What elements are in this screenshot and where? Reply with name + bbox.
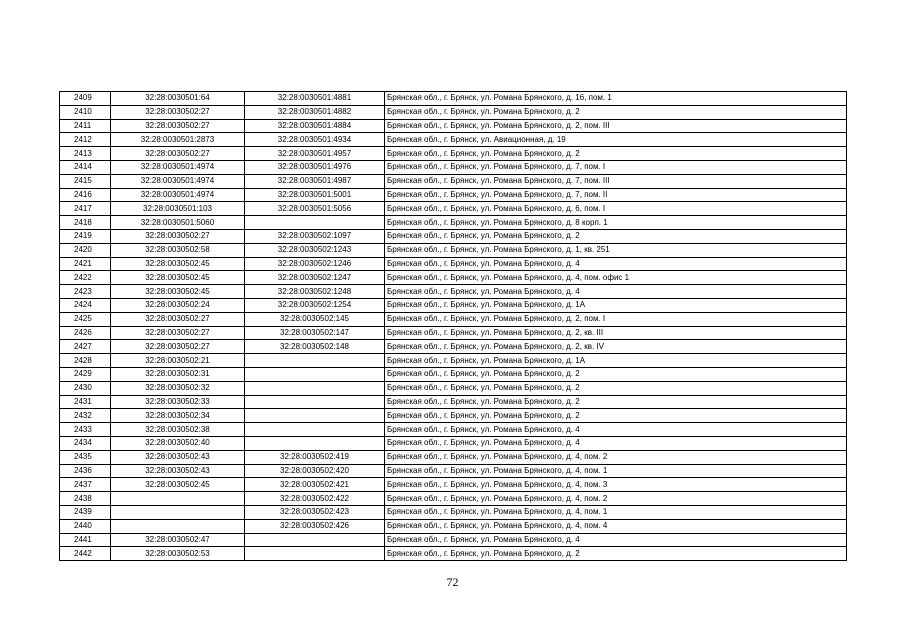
parcel-cadastral-number: 32:28:0030502:33 xyxy=(111,395,245,409)
parcel-cadastral-number: 32:28:0030502:43 xyxy=(111,464,245,478)
table-row xyxy=(60,326,847,340)
parcel-cadastral-number: 32:28:0030502:27 xyxy=(111,229,245,243)
parcel-cadastral-number: 32:28:0030501:4974 xyxy=(111,174,245,188)
object-cadastral-number xyxy=(245,547,385,561)
address-cell: Брянская обл., г. Брянск, ул. Романа Брянского, д. 2 xyxy=(385,547,847,561)
address-cell: Брянская обл., г. Брянск, ул. Романа Брянского, д. 4 xyxy=(385,257,847,271)
row-number: 2429 xyxy=(60,367,111,381)
address-cell: Брянская обл., г. Брянск, ул. Романа Брянского, д. 7, пом. I xyxy=(385,160,847,174)
page-number: 72 xyxy=(446,575,459,589)
parcel-cadastral-number: 32:28:0030502:27 xyxy=(111,119,245,133)
row-number: 2442 xyxy=(60,547,111,561)
address-cell: Брянская обл., г. Брянск, ул. Романа Брянского, д. 4, пом. офис 1 xyxy=(385,271,847,285)
object-cadastral-number: 32:28:0030502:423 xyxy=(245,505,385,519)
object-cadastral-number: 32:28:0030502:147 xyxy=(245,326,385,340)
parcel-cadastral-number xyxy=(111,492,245,506)
table-row xyxy=(60,229,847,243)
address-cell: Брянская обл., г. Брянск, ул. Романа Брянского, д. 2 xyxy=(385,105,847,119)
address-cell: Брянская обл., г. Брянск, ул. Романа Брянского, д. 2 xyxy=(385,367,847,381)
parcel-cadastral-number: 32:28:0030502:34 xyxy=(111,409,245,423)
object-cadastral-number: 32:28:0030502:420 xyxy=(245,464,385,478)
address-cell: Брянская обл., г. Брянск, ул. Романа Брянского, д. 2, кв. III xyxy=(385,326,847,340)
row-number: 2428 xyxy=(60,354,111,368)
parcel-cadastral-number: 32:28:0030502:45 xyxy=(111,285,245,299)
object-cadastral-number: 32:28:0030502:1248 xyxy=(245,285,385,299)
row-number: 2432 xyxy=(60,409,111,423)
object-cadastral-number xyxy=(245,216,385,230)
parcel-cadastral-number: 32:28:0030502:31 xyxy=(111,367,245,381)
parcel-cadastral-number: 32:28:0030502:27 xyxy=(111,326,245,340)
row-number: 2439 xyxy=(60,505,111,519)
object-cadastral-number: 32:28:0030502:1097 xyxy=(245,229,385,243)
table-body xyxy=(60,92,847,561)
table-row xyxy=(60,160,847,174)
object-cadastral-number: 32:28:0030502:421 xyxy=(245,478,385,492)
object-cadastral-number: 32:28:0030502:148 xyxy=(245,340,385,354)
table-row xyxy=(60,478,847,492)
parcel-cadastral-number: 32:28:0030501:64 xyxy=(111,92,245,106)
address-cell: Брянская обл., г. Брянск, ул. Романа Брянского, д. 8 корп. 1 xyxy=(385,216,847,230)
address-cell: Брянская обл., г. Брянск, ул. Романа Брянского, д. 4 xyxy=(385,423,847,437)
row-number: 2431 xyxy=(60,395,111,409)
parcel-cadastral-number: 32:28:0030502:45 xyxy=(111,478,245,492)
address-cell: Брянская обл., г. Брянск, ул. Романа Брянского, д. 2 xyxy=(385,381,847,395)
object-cadastral-number xyxy=(245,436,385,450)
address-cell: Брянская обл., г. Брянск, ул. Романа Брянского, д. 7, пом. III xyxy=(385,174,847,188)
object-cadastral-number: 32:28:0030502:1246 xyxy=(245,257,385,271)
address-cell: Брянская обл., г. Брянск, ул. Романа Брянского, д. 4 xyxy=(385,533,847,547)
address-cell: Брянская обл., г. Брянск, ул. Романа Брянского, д. 4, пом. 1 xyxy=(385,464,847,478)
table-row xyxy=(60,395,847,409)
object-cadastral-number: 32:28:0030501:4957 xyxy=(245,147,385,161)
parcel-cadastral-number: 32:28:0030501:5060 xyxy=(111,216,245,230)
table-row xyxy=(60,216,847,230)
table-row xyxy=(60,409,847,423)
table-row xyxy=(60,133,847,147)
table-row xyxy=(60,492,847,506)
address-cell: Брянская обл., г. Брянск, ул. Романа Брянского, д. 4, пом. 2 xyxy=(385,450,847,464)
table-row xyxy=(60,202,847,216)
row-number: 2417 xyxy=(60,202,111,216)
parcel-cadastral-number: 32:28:0030502:24 xyxy=(111,298,245,312)
object-cadastral-number xyxy=(245,423,385,437)
row-number: 2440 xyxy=(60,519,111,533)
parcel-cadastral-number: 32:28:0030502:58 xyxy=(111,243,245,257)
row-number: 2426 xyxy=(60,326,111,340)
row-number: 2418 xyxy=(60,216,111,230)
parcel-cadastral-number: 32:28:0030502:53 xyxy=(111,547,245,561)
table-row xyxy=(60,367,847,381)
object-cadastral-number xyxy=(245,409,385,423)
parcel-cadastral-number: 32:28:0030502:27 xyxy=(111,147,245,161)
address-cell: Брянская обл., г. Брянск, ул. Романа Брянского, д. 6, пом. I xyxy=(385,202,847,216)
parcel-cadastral-number: 32:28:0030502:27 xyxy=(111,105,245,119)
row-number: 2412 xyxy=(60,133,111,147)
table-row xyxy=(60,298,847,312)
parcel-cadastral-number: 32:28:0030502:43 xyxy=(111,450,245,464)
object-cadastral-number xyxy=(245,381,385,395)
address-cell: Брянская обл., г. Брянск, ул. Романа Брянского, д. 2, кв. IV xyxy=(385,340,847,354)
row-number: 2411 xyxy=(60,119,111,133)
table-row xyxy=(60,423,847,437)
row-number: 2425 xyxy=(60,312,111,326)
row-number: 2438 xyxy=(60,492,111,506)
address-cell: Брянская обл., г. Брянск, ул. Романа Брянского, д. 2 xyxy=(385,147,847,161)
row-number: 2421 xyxy=(60,257,111,271)
data-table xyxy=(59,91,847,561)
object-cadastral-number: 32:28:0030501:4987 xyxy=(245,174,385,188)
row-number: 2419 xyxy=(60,229,111,243)
address-cell: Брянская обл., г. Брянск, ул. Романа Брянского, д. 2 xyxy=(385,229,847,243)
object-cadastral-number: 32:28:0030502:422 xyxy=(245,492,385,506)
table-row xyxy=(60,436,847,450)
table-row xyxy=(60,119,847,133)
address-cell: Брянская обл., г. Брянск, ул. Романа Брянского, д. 4, пом. 4 xyxy=(385,519,847,533)
address-cell: Брянская обл., г. Брянск, ул. Романа Брянского, д. 16, пом. 1 xyxy=(385,92,847,106)
row-number: 2430 xyxy=(60,381,111,395)
parcel-cadastral-number: 32:28:0030502:27 xyxy=(111,312,245,326)
table-row xyxy=(60,354,847,368)
parcel-cadastral-number: 32:28:0030502:38 xyxy=(111,423,245,437)
row-number: 2409 xyxy=(60,92,111,106)
object-cadastral-number xyxy=(245,367,385,381)
parcel-cadastral-number: 32:28:0030502:45 xyxy=(111,257,245,271)
table-row xyxy=(60,519,847,533)
object-cadastral-number: 32:28:0030502:1247 xyxy=(245,271,385,285)
table-row xyxy=(60,340,847,354)
object-cadastral-number: 32:28:0030502:1243 xyxy=(245,243,385,257)
row-number: 2435 xyxy=(60,450,111,464)
object-cadastral-number: 32:28:0030502:145 xyxy=(245,312,385,326)
row-number: 2420 xyxy=(60,243,111,257)
parcel-cadastral-number: 32:28:0030501:2873 xyxy=(111,133,245,147)
address-cell: Брянская обл., г. Брянск, ул. Романа Брянского, д. 4, пом. 3 xyxy=(385,478,847,492)
table-row xyxy=(60,147,847,161)
parcel-cadastral-number xyxy=(111,519,245,533)
table-row xyxy=(60,533,847,547)
object-cadastral-number: 32:28:0030501:4882 xyxy=(245,105,385,119)
parcel-cadastral-number: 32:28:0030502:40 xyxy=(111,436,245,450)
row-number: 2441 xyxy=(60,533,111,547)
row-number: 2434 xyxy=(60,436,111,450)
object-cadastral-number: 32:28:0030501:5056 xyxy=(245,202,385,216)
address-cell: Брянская обл., г. Брянск, ул. Романа Брянского, д. 7, пом. II xyxy=(385,188,847,202)
table-row xyxy=(60,271,847,285)
row-number: 2423 xyxy=(60,285,111,299)
table-row xyxy=(60,243,847,257)
parcel-cadastral-number: 32:28:0030502:47 xyxy=(111,533,245,547)
table-row xyxy=(60,450,847,464)
row-number: 2424 xyxy=(60,298,111,312)
table-row xyxy=(60,285,847,299)
table-row xyxy=(60,188,847,202)
address-cell: Брянская обл., г. Брянск, ул. Романа Брянского, д. 1А xyxy=(385,354,847,368)
address-cell: Брянская обл., г. Брянск, ул. Романа Брянского, д. 2, пом. III xyxy=(385,119,847,133)
table-row xyxy=(60,312,847,326)
object-cadastral-number xyxy=(245,354,385,368)
address-cell: Брянская обл., г. Брянск, ул. Романа Брянского, д. 4 xyxy=(385,436,847,450)
row-number: 2410 xyxy=(60,105,111,119)
object-cadastral-number: 32:28:0030501:4934 xyxy=(245,133,385,147)
address-cell: Брянская обл., г. Брянск, ул. Романа Брянского, д. 4, пом. 1 xyxy=(385,505,847,519)
object-cadastral-number: 32:28:0030501:4976 xyxy=(245,160,385,174)
address-cell: Брянская обл., г. Брянск, ул. Романа Брянского, д. 4 xyxy=(385,285,847,299)
object-cadastral-number xyxy=(245,533,385,547)
object-cadastral-number: 32:28:0030501:4884 xyxy=(245,119,385,133)
parcel-cadastral-number: 32:28:0030501:103 xyxy=(111,202,245,216)
row-number: 2415 xyxy=(60,174,111,188)
address-cell: Брянская обл., г. Брянск, ул. Романа Брянского, д. 2, пом. I xyxy=(385,312,847,326)
object-cadastral-number: 32:28:0030501:5001 xyxy=(245,188,385,202)
address-cell: Брянская обл., г. Брянск, ул. Романа Брянского, д. 1, кв. 251 xyxy=(385,243,847,257)
address-cell: Брянская обл., г. Брянск, ул. Авиационная, д. 19 xyxy=(385,133,847,147)
parcel-cadastral-number: 32:28:0030501:4974 xyxy=(111,160,245,174)
row-number: 2414 xyxy=(60,160,111,174)
parcel-cadastral-number: 32:28:0030501:4974 xyxy=(111,188,245,202)
table-row xyxy=(60,547,847,561)
parcel-cadastral-number: 32:28:0030502:21 xyxy=(111,354,245,368)
parcel-cadastral-number: 32:28:0030502:32 xyxy=(111,381,245,395)
row-number: 2427 xyxy=(60,340,111,354)
table-row xyxy=(60,381,847,395)
object-cadastral-number: 32:28:0030502:419 xyxy=(245,450,385,464)
address-cell: Брянская обл., г. Брянск, ул. Романа Брянского, д. 4, пом. 2 xyxy=(385,492,847,506)
row-number: 2416 xyxy=(60,188,111,202)
address-cell: Брянская обл., г. Брянск, ул. Романа Брянского, д. 2 xyxy=(385,409,847,423)
table-row xyxy=(60,464,847,478)
object-cadastral-number xyxy=(245,395,385,409)
row-number: 2436 xyxy=(60,464,111,478)
table-row xyxy=(60,505,847,519)
object-cadastral-number: 32:28:0030501:4881 xyxy=(245,92,385,106)
object-cadastral-number: 32:28:0030502:1254 xyxy=(245,298,385,312)
address-cell: Брянская обл., г. Брянск, ул. Романа Брянского, д. 2 xyxy=(385,395,847,409)
object-cadastral-number: 32:28:0030502:426 xyxy=(245,519,385,533)
row-number: 2433 xyxy=(60,423,111,437)
parcel-cadastral-number xyxy=(111,505,245,519)
row-number: 2437 xyxy=(60,478,111,492)
row-number: 2422 xyxy=(60,271,111,285)
table-row xyxy=(60,92,847,106)
parcel-cadastral-number: 32:28:0030502:27 xyxy=(111,340,245,354)
address-cell: Брянская обл., г. Брянск, ул. Романа Брянского, д. 1А xyxy=(385,298,847,312)
row-number: 2413 xyxy=(60,147,111,161)
parcel-cadastral-number: 32:28:0030502:45 xyxy=(111,271,245,285)
table-row xyxy=(60,105,847,119)
table-row xyxy=(60,257,847,271)
table-row xyxy=(60,174,847,188)
